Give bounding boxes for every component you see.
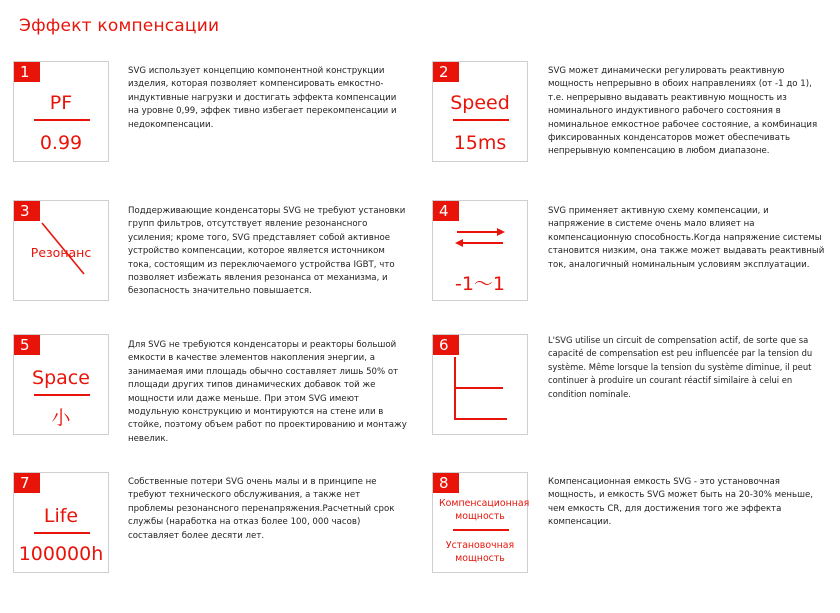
card-bottom-label: Установочная мощность — [445, 540, 515, 564]
feature-description: SVG использует концепцию компонентной конструкции изделия, которая позволяет компенсировать емкостно-индуктивные нагрузки и достигать эффекта компенсации на уровне 0,99, эффек тивно избегает перекомпенсации и недокомпенсации. — [128, 66, 397, 130]
axis-graph-icon — [433, 335, 529, 436]
number-badge: 8 — [433, 473, 459, 493]
card-top-label: Компенсационная мощность — [439, 498, 530, 522]
divider-line — [453, 529, 509, 531]
number-badge: 3 — [14, 201, 40, 221]
feature-description: L'SVG utilise un circuit de compensation actif, de sorte que sa capacité de compensation est peu influencée par la tension du système. Même lorsque la tension du système diminue, il peut continuer à produire un courant réactif similaire à celui en condition nominale. — [548, 335, 813, 399]
card-bottom-label: 小 — [51, 407, 71, 429]
number-badge: 5 — [14, 335, 40, 355]
feature-description: Поддерживающие конденсаторы SVG не требуют установки групп фильтров, отсутствует явление резонансного усиления; кроме того, SVG представляет собой активное устройство компенсации, которое является источником тока, состоящим из переключаемого устройства IGBT, что позволяет избежать явления резонанса от механизма, и безопасность значительно повышается. — [128, 206, 406, 297]
number-badge: 2 — [433, 62, 459, 82]
card-top-label: Space — [32, 367, 90, 389]
divider-line — [34, 532, 90, 534]
feature-card-pf — [13, 61, 109, 162]
strikethrough-icon — [14, 201, 110, 302]
resonance-label: Резонанс — [30, 245, 92, 260]
card-top-label: PF — [49, 92, 73, 114]
feature-description: Собственные потери SVG очень малы и в принципе не требуют технического обслуживания, а также нет проблемы резонансного перенапряжения.Расчетный срок службы (наработка на отказ более 100, 000 часов) составляет более десяти лет. — [128, 477, 395, 541]
feature-description: Компенсационная емкость SVG - это установочная мощность, и емкость SVG может быть на 20-30% меньше, чем емкость CR, для достижения того же эффекта компенсации. — [548, 477, 813, 528]
divider-line — [34, 119, 90, 121]
feature-card-resonance — [13, 200, 109, 301]
feature-card-space — [13, 334, 109, 435]
card-bottom-label: 100000h — [18, 543, 104, 565]
feature-card-voltage — [432, 334, 528, 435]
divider-line — [453, 119, 509, 121]
feature-card-speed — [432, 61, 528, 162]
feature-card-capacity — [432, 472, 528, 573]
card-bottom-label: 0.99 — [39, 132, 83, 154]
feature-description: Для SVG не требуются конденсаторы и реакторы большой емкости в качестве элементов накопления энергии, а занимаемая ими площадь обычно составляет лишь 50% от площади других типов динамических добавок той же мощности или даже меньше. При этом SVG имеют модульную конструкцию и монтируются на стене или в стойке, поэтому объем работ по проектированию и монтажу невелик. — [128, 340, 407, 444]
feature-card-range — [432, 200, 528, 301]
feature-description: SVG может динамически регулировать реактивную мощность непрерывно в обоих направлениях (от -1 до 1), т.е. непрерывно выдавать реактивную мощность из номинального индуктивного рабочего состояния в номинальное емкостное рабочее состояние, а комбинация фиксированных конденсаторов может обеспечивать непрерывную компенсацию в любом диапазоне. — [548, 66, 818, 157]
number-badge: 6 — [433, 335, 459, 355]
number-badge: 1 — [14, 62, 40, 82]
range-label: -1～1 — [454, 273, 506, 295]
card-top-label: Life — [43, 505, 79, 527]
number-badge: 4 — [433, 201, 459, 221]
feature-description: SVG применяет активную схему компенсации, и напряжение в системе очень мало влияет на компенсационную способность.Когда напряжение системы становится низким, она также может выдавать реактивный ток, аналогичный номинальным условиям эксплуатации. — [548, 206, 825, 270]
divider-line — [34, 394, 90, 396]
feature-card-life — [13, 472, 109, 573]
card-bottom-label: 15ms — [453, 132, 507, 154]
page-title: Эффект компенсации — [19, 16, 220, 36]
number-badge: 7 — [14, 473, 40, 493]
card-top-label: Speed — [450, 92, 510, 114]
